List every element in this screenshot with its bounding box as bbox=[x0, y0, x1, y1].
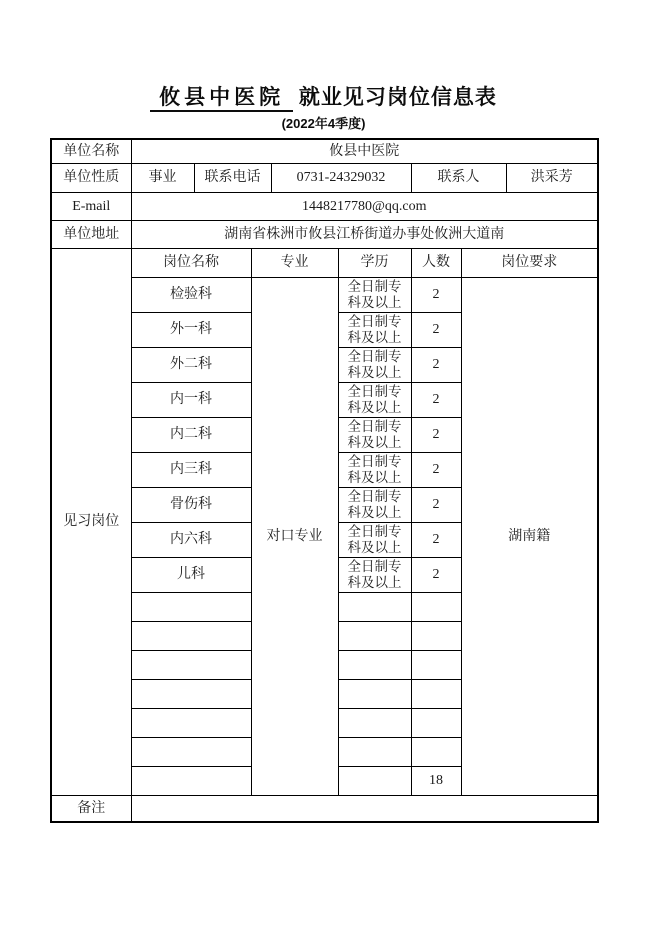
position-name-cell bbox=[131, 708, 251, 737]
education-cell bbox=[338, 557, 411, 592]
positions-header-row bbox=[51, 248, 598, 277]
education-cell bbox=[338, 621, 411, 650]
address-value-cell: 湖南省株洲市攸县江桥街道办事处攸洲大道南 bbox=[131, 220, 598, 248]
email-value-cell: 1448217780@qq.com bbox=[131, 192, 598, 220]
phone-label-cell: 联系电话 bbox=[194, 163, 271, 192]
education-cell bbox=[338, 382, 411, 417]
position-name-cell: 内六科 bbox=[131, 522, 251, 557]
col-header-count: 人数 bbox=[411, 248, 461, 277]
unit-name-label-cell: 单位名称 bbox=[51, 139, 131, 163]
page-subtitle: (2022年4季度) bbox=[281, 116, 366, 131]
internship-section-label-cell: 见习岗位 bbox=[51, 248, 131, 795]
count-cell: 2 bbox=[411, 557, 461, 592]
education-cell bbox=[338, 417, 411, 452]
count-cell bbox=[411, 650, 461, 679]
title-rest: 就业见习岗位信息表 bbox=[298, 86, 497, 109]
education-cell bbox=[338, 487, 411, 522]
count-cell bbox=[411, 679, 461, 708]
col-header-name: 岗位名称 bbox=[131, 248, 251, 277]
position-name-cell: 骨伤科 bbox=[131, 487, 251, 522]
position-name-cell: 内三科 bbox=[131, 452, 251, 487]
col-header-major: 专业 bbox=[251, 248, 338, 277]
count-cell bbox=[411, 708, 461, 737]
contact-value-cell: 洪采芳 bbox=[506, 163, 598, 192]
unit-type-value-cell: 事业 bbox=[131, 163, 194, 192]
education-text: 全日制专科及以上 bbox=[347, 558, 402, 590]
count-cell bbox=[411, 621, 461, 650]
document-content bbox=[50, 84, 597, 823]
education-cell bbox=[338, 650, 411, 679]
education-text: 全日制专科及以上 bbox=[347, 523, 402, 555]
position-name-cell: 检验科 bbox=[131, 277, 251, 312]
position-name-cell: 外一科 bbox=[131, 312, 251, 347]
education-text: 全日制专科及以上 bbox=[347, 278, 402, 310]
count-cell: 2 bbox=[411, 382, 461, 417]
position-name-cell: 内一科 bbox=[131, 382, 251, 417]
education-cell bbox=[338, 766, 411, 795]
position-name-cell bbox=[131, 621, 251, 650]
contact-label-cell: 联系人 bbox=[411, 163, 506, 192]
position-row bbox=[51, 277, 598, 312]
education-cell bbox=[338, 277, 411, 312]
major-merged-cell: 对口专业 bbox=[251, 277, 338, 795]
requirement-merged-cell: 湖南籍 bbox=[461, 277, 598, 795]
education-cell bbox=[338, 708, 411, 737]
remark-label-cell: 备注 bbox=[51, 795, 131, 822]
education-text: 全日制专科及以上 bbox=[347, 383, 402, 415]
count-cell: 2 bbox=[411, 312, 461, 347]
col-header-education: 学历 bbox=[338, 248, 411, 277]
education-text: 全日制专科及以上 bbox=[347, 488, 402, 520]
count-cell: 2 bbox=[411, 347, 461, 382]
phone-value-cell: 0731-24329032 bbox=[271, 163, 411, 192]
position-name-cell bbox=[131, 650, 251, 679]
education-cell bbox=[338, 452, 411, 487]
col-header-requirement: 岗位要求 bbox=[461, 248, 598, 277]
unit-type-label-cell: 单位性质 bbox=[51, 163, 131, 192]
education-text: 全日制专科及以上 bbox=[347, 313, 402, 345]
unit-name-row bbox=[51, 139, 598, 163]
total-count-cell: 18 bbox=[411, 766, 461, 795]
count-cell: 2 bbox=[411, 452, 461, 487]
address-label-cell: 单位地址 bbox=[51, 220, 131, 248]
email-label-cell: E-mail bbox=[51, 192, 131, 220]
education-cell bbox=[338, 679, 411, 708]
position-name-cell bbox=[131, 592, 251, 621]
count-cell: 2 bbox=[411, 487, 461, 522]
email-row bbox=[51, 192, 598, 220]
unit-type-row bbox=[51, 163, 598, 192]
unit-name-value-cell: 攸县中医院 bbox=[131, 139, 598, 163]
position-name-cell: 内二科 bbox=[131, 417, 251, 452]
page-title bbox=[50, 84, 597, 112]
address-row bbox=[51, 220, 598, 248]
count-cell bbox=[411, 592, 461, 621]
job-info-table bbox=[50, 138, 599, 823]
count-cell: 2 bbox=[411, 417, 461, 452]
position-name-cell: 儿科 bbox=[131, 557, 251, 592]
education-cell bbox=[338, 312, 411, 347]
count-cell: 2 bbox=[411, 522, 461, 557]
position-name-cell: 外二科 bbox=[131, 347, 251, 382]
education-cell bbox=[338, 522, 411, 557]
position-name-cell bbox=[131, 737, 251, 766]
title-unit-name-underlined: 攸县中医院 bbox=[150, 86, 293, 112]
education-text: 全日制专科及以上 bbox=[347, 453, 402, 485]
education-text: 全日制专科及以上 bbox=[347, 348, 402, 380]
position-name-cell bbox=[131, 679, 251, 708]
education-cell bbox=[338, 347, 411, 382]
education-cell bbox=[338, 592, 411, 621]
education-text: 全日制专科及以上 bbox=[347, 418, 402, 450]
count-cell: 2 bbox=[411, 277, 461, 312]
position-name-cell bbox=[131, 766, 251, 795]
count-cell bbox=[411, 737, 461, 766]
remark-row bbox=[51, 795, 598, 822]
education-cell bbox=[338, 737, 411, 766]
remark-value-cell bbox=[131, 795, 598, 822]
